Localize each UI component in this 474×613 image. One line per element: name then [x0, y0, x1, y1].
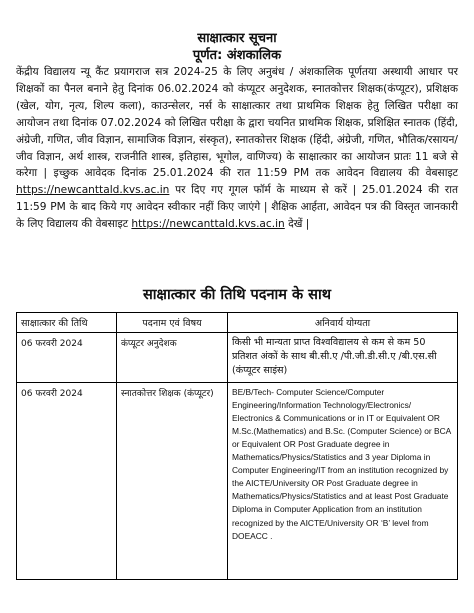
schedule-heading: साक्षात्कार की तिथि पदनाम के साथ: [143, 287, 331, 303]
row-date: 06 फरवरी 2024: [17, 382, 117, 579]
table-header-row: [17, 313, 458, 333]
notice-subtitle: पूर्णत: अंशकालिक: [192, 48, 282, 63]
notice-paragraph: [16, 64, 458, 233]
header-qualification: अनिवार्य योग्यता: [228, 313, 458, 333]
header-date: साक्षात्कार की तिथि: [17, 313, 117, 333]
row-date: 06 फरवरी 2024: [17, 333, 117, 383]
website-link-2[interactable]: https://newcanttald.kvs.ac.in: [131, 218, 285, 231]
notice-title: साक्षात्कार सूचना: [197, 31, 277, 46]
row-post: कंप्यूटर अनुदेशक: [117, 333, 228, 383]
notice-middle-text: पर दिए गए गूगल फॉर्म के माध्यम से करें | 25.01.2024 की रात 11:59 PM के बाद किये गए आवेदन स्वीकार नहीं किए जाएंगे | शैक्षिक आर्हता, आवेदन पत्र की विस्तृत जानकारी के लिए विद्यालय की वेबसाइट: [16, 184, 458, 231]
table-row: [17, 382, 458, 579]
notice-intro-text: केंद्रीय विद्यालय न्यू कैंट प्रयागराज सत्र 2024-25 के लिए अनुबंध / अंशकालिक पूर्णतया अस्थायी आधार पर शिक्षकों का पैनल बनाने हेतु दिनांक 06.02.2024 को कंप्यूटर अनुदेशक, स्नातकोत्तर शिक्षक(कंप्यूटर), प्रशिक्षक (खेल, योग, नृत्य, शिल्प कला), काउन्सेलर, नर्स के साक्षात्कार तथा प्राथमिक शिक्षक हेतु लिखित परीक्षा का आयोजन तथा दिनांक 07.02.2024 को लिखित परीक्षा के द्वारा चयनित प्राथमिक शिक्षक, प्रशिक्षित स्नातक (हिंदी, अंग्रेजी, गणित, जीव विज्ञान, सामाजिक विज्ञान, संस्कृत), स्नातकोत्तर शिक्षक (हिंदी, अंग्रेजी, गणित, भौतिक/रसायन/जीव विज्ञान, अर्थ शास्त्र, राजनीति शास्त्र, इतिहास, भूगोल, वाणिज्य) के साक्षात्कार का आयोजन प्रातः 11 बजे से करेगा | इच्छुक आवेदक दिनांक 25.01.2024 की रात 11:59 PM तक आवेदन विद्यालय की वेबसाइट: [16, 66, 458, 180]
row-qualification: BE/B/Tech- Computer Science/Computer Engineering/Information Technology/Electronics/ Electronics & Communications or in IT or Equivalent OR M.Sc.(Mathematics) and B.Sc. (Computer Science) or BCA or Equivalent OR Post Graduate degree in Mathematics/Physics/Statistics and 3 year Diploma in Computer Engineering/IT from an institution recognized by the AICTE/University OR Post Graduate degree in Mathematics/Physics/Statistics and at least Post Graduate Diploma in Computer Application from an institution recognized by the AICTE/University OR ‘B’ level from DOEACC .: [228, 382, 458, 579]
website-link[interactable]: https://newcanttald.kvs.ac.in: [16, 184, 170, 197]
notice-end-text: देखें |: [284, 218, 310, 231]
row-post: स्नातकोत्तर शिक्षक (कंप्यूटर): [117, 382, 228, 579]
schedule-table: [16, 312, 458, 580]
header-post: पदनाम एवं विषय: [117, 313, 228, 333]
row-qualification: किसी भी मान्यता प्राप्त विश्वविद्यालय से कम से कम 50 प्रतिशत अंकों के साथ बी.सी.ए /पी.जी.डी.सी.ए /बी.एस.सी (कंप्यूटर साइंस): [228, 333, 458, 383]
table-row: [17, 333, 458, 383]
